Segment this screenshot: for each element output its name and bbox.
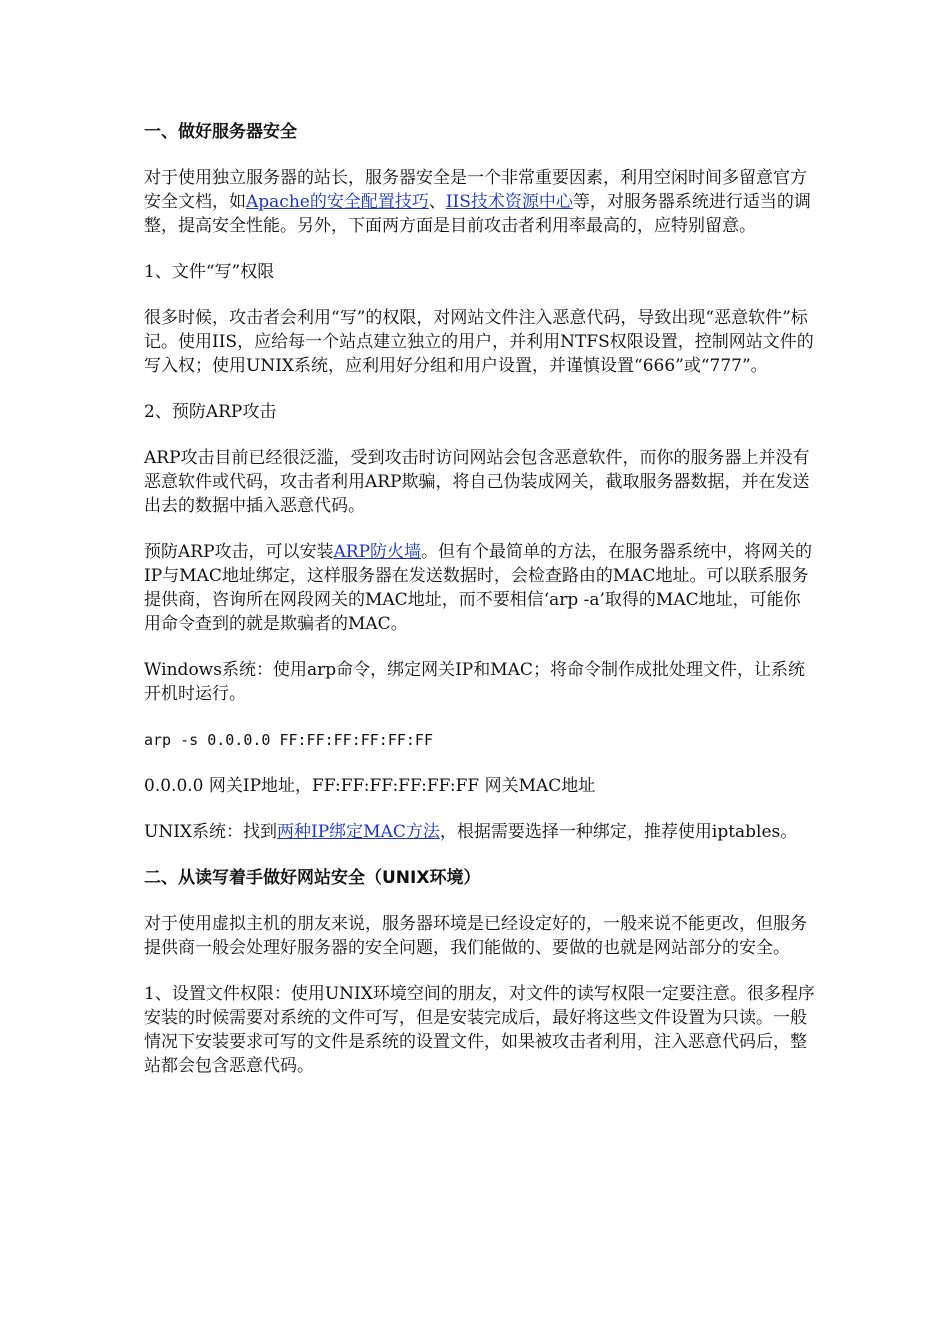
- arp-body: ARP攻击目前已经很泛滥，受到攻击时访问网站会包含恶意软件，而你的服务器上并没有恶意软件或代码，攻击者利用ARP欺骗，将自己伪装成网关，截取服务器数据，并在发送出去的数据中插入恶意代码。: [144, 448, 810, 516]
- section-1-intro: [144, 166, 816, 238]
- arp-prevent-text-b: 。但有个最简单的方法，在服务器系统中，将网关的IP与MAC地址绑定，这样服务器在发送数据时，会检查路由的MAC地址。可以联系服务提供商，咨询所在网段网关的MAC地址，而不要相信‘arp -a’取得的MAC地址，可能你用命令查到的就是欺骗者的MAC。: [144, 542, 813, 634]
- unix-instructions: [144, 820, 816, 844]
- arp-prevent: [144, 540, 816, 636]
- document-page: [144, 120, 816, 1100]
- intro-text-b: 、: [428, 192, 446, 212]
- arp-command: arp -s 0.0.0.0 FF:FF:FF:FF:FF:FF: [144, 731, 433, 749]
- intro-text-c: 等，对服务器系统进行适当的调整，提高安全性能。另外，下面两方面是目前攻击者利用率最高的，应特别留意。: [144, 192, 811, 236]
- arp-prevent-text-a: 预防ARP攻击，可以安装: [144, 542, 334, 562]
- windows-instructions: Windows系统：使用arp命令，绑定网关IP和MAC；将命令制作成批处理文件，让系统开机时运行。: [144, 660, 805, 704]
- arp-command-explain: 0.0.0.0 网关IP地址，FF:FF:FF:FF:FF:FF 网关MAC地址: [144, 776, 596, 796]
- ip-bind-mac-link[interactable]: 两种IP绑定MAC方法: [277, 822, 440, 842]
- apache-config-link[interactable]: Apache的安全配置技巧: [246, 192, 429, 212]
- write-permission-title: 1、文件“写”权限: [144, 262, 275, 282]
- file-permission-body: 1、设置文件权限：使用UNIX环境空间的朋友，对文件的读写权限一定要注意。很多程序安装的时候需要对系统的文件可写，但是安装完成后，最好将这些文件设置为只读。一般情况下安装要求可写的文件是系统的设置文件，如果被攻击者利用，注入恶意代码后，整站都会包含恶意代码。: [144, 984, 815, 1076]
- section-2-intro: 对于使用虚拟主机的朋友来说，服务器环境是已经设定好的，一般来说不能更改，但服务提供商一般会处理好服务器的安全问题，我们能做的、要做的也就是网站部分的安全。: [144, 914, 807, 958]
- section-1-heading: 一、做好服务器安全: [144, 122, 297, 142]
- intro-text-a: 对于使用独立服务器的站长，服务器安全是一个非常重要因素，利用空闲时间多留意官方安全文档，如: [144, 168, 807, 212]
- section-2-heading: 二、从读写着手做好网站安全（UNIX环境）: [144, 868, 481, 888]
- iis-resource-link[interactable]: IIS技术资源中心: [445, 192, 573, 212]
- arp-title: 2、预防ARP攻击: [144, 402, 277, 422]
- arp-firewall-link[interactable]: ARP防火墙: [333, 542, 422, 562]
- unix-text-a: UNIX系统：找到: [144, 822, 278, 842]
- write-permission-body: 很多时候，攻击者会利用“写”的权限，对网站文件注入恶意代码，导致出现“恶意软件”标记。使用IIS，应给每一个站点建立独立的用户，并利用NTFS权限设置，控制网站文件的写入权；使用UNIX系统，应利用好分组和用户设置，并谨慎设置“666”或“777”。: [144, 308, 814, 376]
- unix-text-b: ，根据需要选择一种绑定，推荐使用iptables。: [439, 822, 798, 842]
